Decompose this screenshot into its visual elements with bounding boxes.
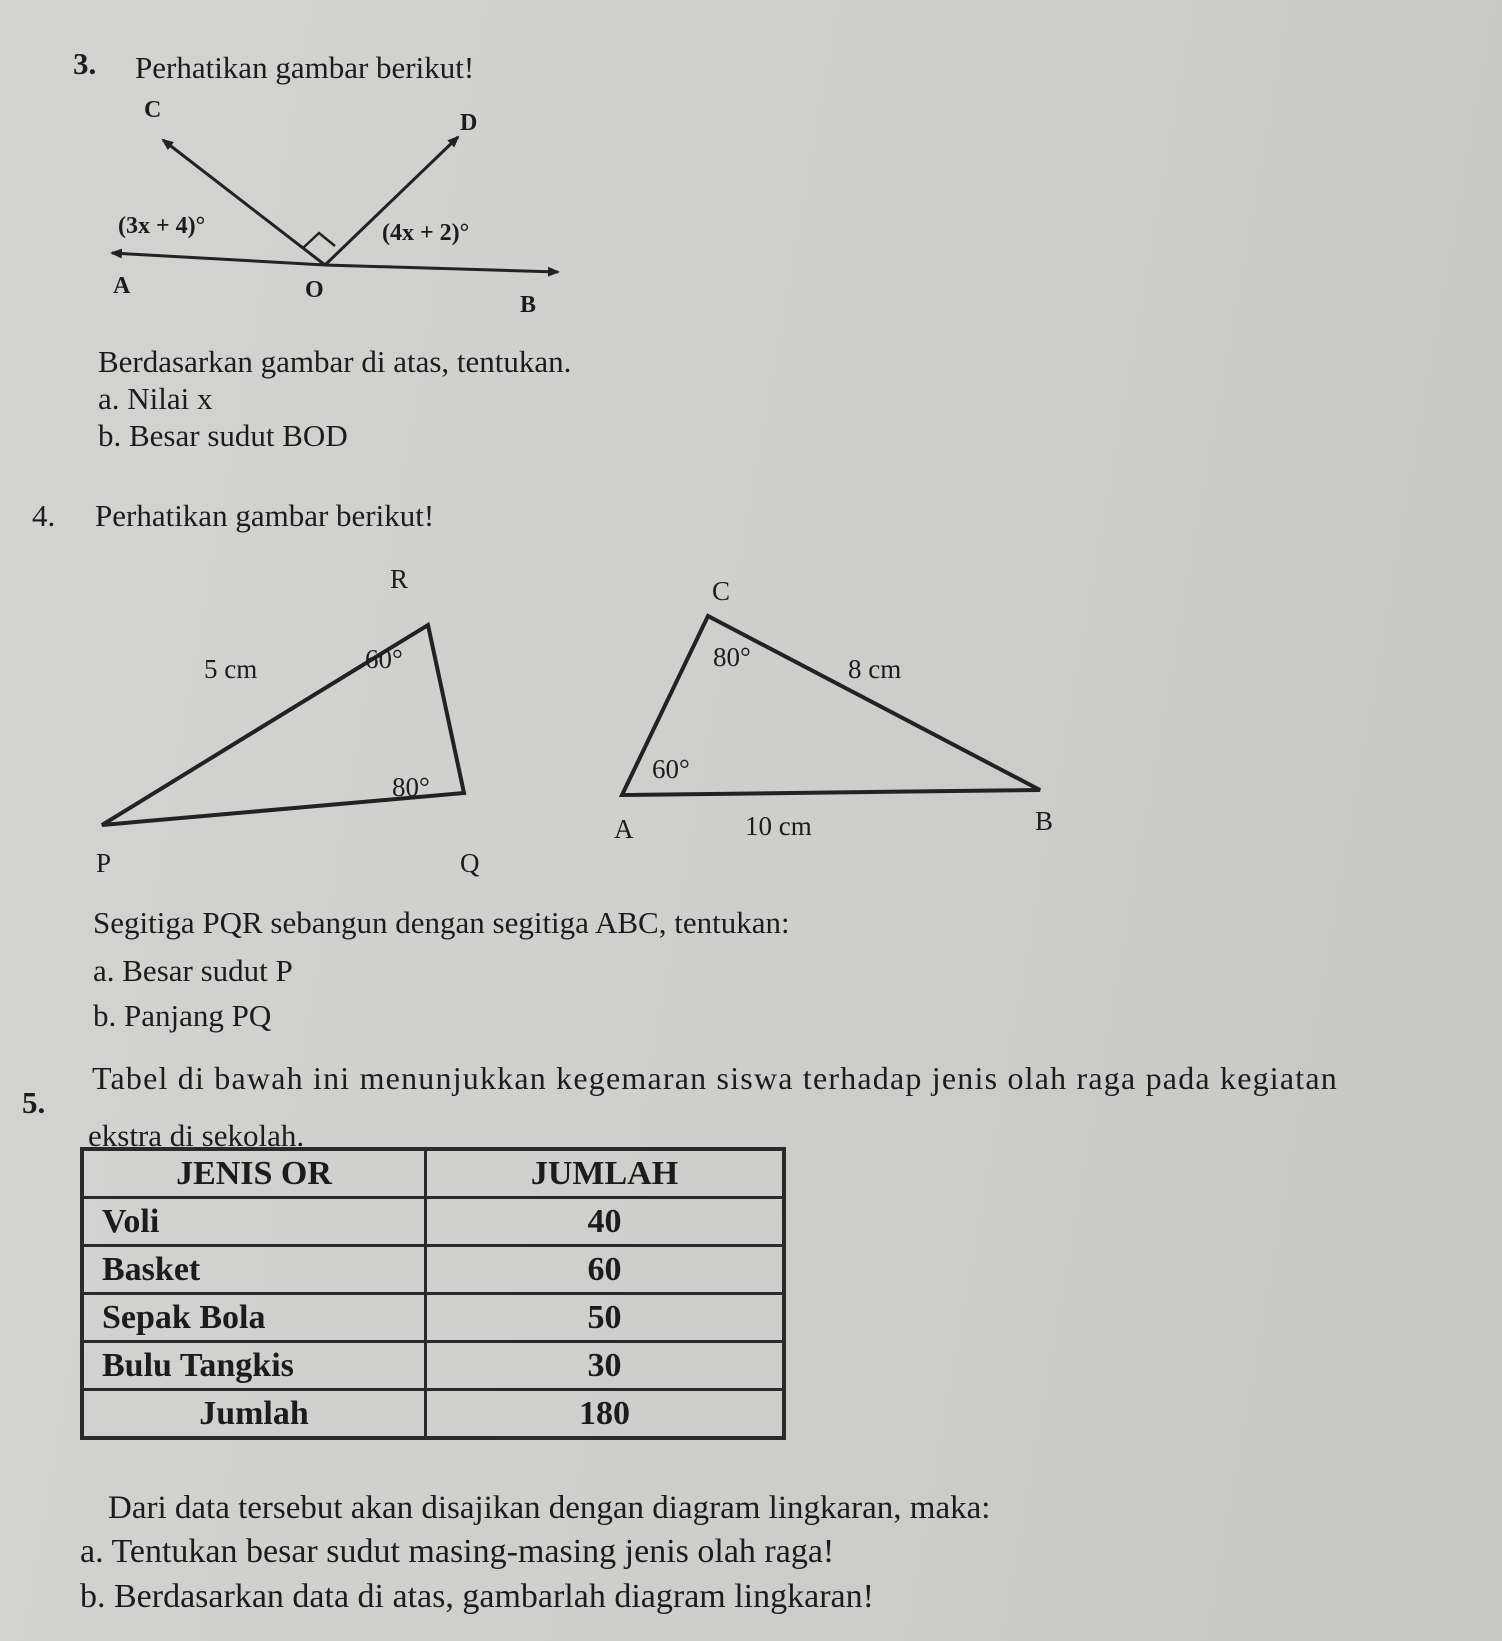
triangle-abc	[590, 570, 1070, 860]
sport-count: 30	[426, 1342, 785, 1390]
label-c: C	[144, 97, 162, 123]
angle-c-label: 80°	[713, 642, 751, 672]
label-a: A	[614, 814, 634, 844]
angle-left-label: (3x + 4)°	[118, 213, 206, 239]
side-pr-label: 5 cm	[204, 654, 258, 684]
sports-preference-table	[80, 1147, 786, 1440]
sport-name: Voli	[82, 1198, 426, 1246]
q3-angle-figure	[100, 95, 570, 325]
sport-count: 50	[426, 1294, 785, 1342]
ray-ob	[325, 265, 558, 272]
q5-instruction: Dari data tersebut akan disajikan dengan diagram lingkaran, maka:	[108, 1490, 991, 1526]
table-row	[82, 1198, 784, 1246]
label-b: B	[520, 292, 537, 318]
table-row	[82, 1294, 784, 1342]
table-header-row	[82, 1149, 784, 1198]
angle-a-label: 60°	[652, 754, 690, 784]
q4-item-b: b. Panjang PQ	[93, 998, 272, 1033]
table-row	[82, 1246, 784, 1294]
q3-number: 3.	[73, 46, 97, 81]
label-p: P	[96, 848, 112, 878]
q5-prompt-line2: ekstra di sekolah.	[88, 1118, 305, 1153]
q3-instruction: Berdasarkan gambar di atas, tentukan.	[98, 344, 572, 379]
ray-oc	[163, 140, 325, 265]
q3-item-b: b. Besar sudut BOD	[98, 418, 348, 453]
q4-instruction: Segitiga PQR sebangun dengan segitiga ABC, tentukan:	[93, 905, 790, 940]
triangle-pqr	[90, 560, 530, 880]
q4-number: 4.	[32, 498, 56, 533]
label-d: D	[460, 110, 478, 136]
angle-r-label: 60°	[365, 644, 403, 674]
right-angle-mark	[303, 233, 335, 248]
table-total-row	[82, 1390, 784, 1439]
q5-number: 5.	[22, 1085, 46, 1120]
total-value: 180	[426, 1390, 785, 1439]
label-q: Q	[460, 848, 480, 878]
total-label: Jumlah	[82, 1390, 426, 1439]
label-b: B	[1035, 806, 1054, 836]
q5-prompt-line1: Tabel di bawah ini menunjukkan kegemaran siswa terhadap jenis olah raga pada kegiatan	[92, 1060, 1338, 1096]
header-jenis-or: JENIS OR	[82, 1149, 426, 1198]
q3-prompt: Perhatikan gambar berikut!	[135, 50, 475, 85]
angle-q-label: 80°	[392, 772, 430, 802]
label-c: C	[712, 576, 731, 606]
q5-item-a: a. Tentukan besar sudut masing-masing jenis olah raga!	[80, 1533, 835, 1570]
table-row	[82, 1342, 784, 1390]
ray-oa	[112, 253, 325, 265]
side-ab-label: 10 cm	[745, 811, 812, 841]
angle-right-label: (4x + 2)°	[382, 220, 470, 246]
sport-name: Bulu Tangkis	[82, 1342, 426, 1390]
sport-count: 40	[426, 1198, 785, 1246]
q4-prompt: Perhatikan gambar berikut!	[95, 498, 435, 533]
label-a: A	[113, 273, 131, 299]
label-o: O	[305, 277, 324, 303]
sport-name: Sepak Bola	[82, 1294, 426, 1342]
side-cb-label: 8 cm	[848, 654, 902, 684]
q3-item-a: a. Nilai x	[98, 381, 213, 416]
sport-name: Basket	[82, 1246, 426, 1294]
q4-item-a: a. Besar sudut P	[93, 953, 293, 988]
q5-item-b: b. Berdasarkan data di atas, gambarlah diagram lingkaran!	[80, 1578, 874, 1615]
sport-count: 60	[426, 1246, 785, 1294]
label-r: R	[390, 564, 409, 594]
header-jumlah: JUMLAH	[426, 1149, 785, 1198]
